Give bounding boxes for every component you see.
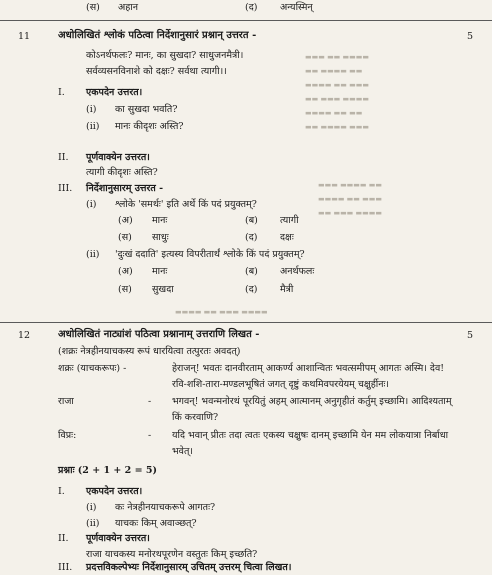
q11-part-1-item-2-num: (ii)	[86, 121, 100, 132]
q11-part-3-i-opt-c-label: (स)	[118, 232, 132, 243]
q12-part-1-title: एकपदेन उत्तरत।	[86, 486, 143, 497]
q12-speech-2-line-2: किं करवाणि?	[172, 412, 219, 423]
q11-part-3-i-opt-d: दक्षः	[280, 232, 294, 243]
q12-part-3-title: प्रदत्तविकल्पेभ्यः निर्देशानुसारम् उचितम् उत्तरम् चित्वा लिखत।	[86, 562, 292, 573]
q11-part-3-i-question: श्लोके 'समर्थः' इति अर्थे किं पदं प्रयुक्तम्?	[115, 199, 257, 210]
q12-number: 12	[18, 330, 31, 341]
q12-marks-breakup: प्रश्नाः (2 + 1 + 2 = 5)	[58, 465, 157, 476]
q11-part-3-i-opt-d-label: (द)	[245, 232, 258, 243]
q12-part-1-item-2-num: (ii)	[86, 518, 100, 529]
q11-part-3-ii-question: 'दुःखं ददाति' इत्यस्य विपरीतार्थं श्लोके किं पदं प्रयुक्तम्?	[115, 249, 305, 260]
q11-part-2-number: II.	[58, 152, 69, 163]
q12-heading: अधोलिखितं नाट्यांशं पठित्वा प्रश्नानाम् उत्तराणि लिखत -	[58, 329, 260, 340]
divider-top	[0, 20, 492, 21]
q11-marks: 5	[467, 31, 474, 42]
q11-number: 11	[18, 31, 31, 42]
q12-part-1-item-1-num: (i)	[86, 502, 97, 513]
q12-speaker-3: विप्रः:	[58, 430, 77, 441]
q12-speech-1-line-1: हेराजन्! भवतः दानवीरताम् आकर्ण्य आशान्वितः भवत्समीपम् आगतः अस्मि। देव!	[172, 363, 445, 374]
q11-part-3-ii-num: (ii)	[86, 249, 100, 260]
q12-speech-3-line-1: यदि भवान् प्रीतः तदा त्वतः एकस्य चक्षुषः दानम् इच्छामि येन मम लोकयात्रा निर्बाधा	[172, 430, 449, 441]
q11-part-3-ii-opt-d-label: (द)	[245, 284, 258, 295]
q12-part-1-item-1: कः नेत्रहीनयाचकरूपे आगतः?	[115, 502, 216, 513]
q11-part-2-title: पूर्णवाक्येन उत्तरत।	[86, 152, 150, 163]
q12-part-2-question: राजा याचकस्य मनोरथपूरणेन वस्तुतः किम् इच्छति?	[86, 549, 258, 560]
q12-part-3-number: III.	[58, 562, 73, 573]
top-word-d: अन्यस्मिन्	[280, 2, 313, 13]
q11-part-1-title: एकपदेन उत्तरत।	[86, 87, 143, 98]
q11-part-3-ii-opt-b: अनर्थफलः	[280, 266, 315, 277]
q12-speech-2-dash: -	[148, 396, 152, 407]
q11-heading: अधोलिखितं श्लोकं पठित्वा निर्देशानुसारं प्रश्नान् उत्तरत -	[58, 30, 257, 41]
q12-part-2-title: पूर्णवाक्येन उत्तरत।	[86, 533, 150, 544]
q11-part-1-item-2: मानः कीदृशः अस्ति?	[115, 121, 184, 132]
q12-speech-1-line-2: रवि-शशि-तारा-मण्डलभूषितं जगत् दृष्टुं कथमिवपरयेयम् चक्षुर्हीनः।	[172, 379, 390, 390]
q12-speaker-1: शक्रः (याचकरूपः) -	[58, 363, 127, 374]
top-label-s: (स)	[86, 2, 100, 13]
top-word-s: अहान	[118, 2, 139, 13]
q11-part-3-i-opt-a-label: (अ)	[118, 215, 133, 226]
q12-speech-2-line-1: भगवन्! भवन्मनोरथं पूरयितुं अहम् आत्मानम् अनुगृहीतं कर्तुम् इच्छामि। आदिश्यताम्	[172, 396, 452, 407]
q12-part-1-item-2: याचकः किम् अवाञ्छत्?	[115, 518, 197, 529]
q12-speech-3-line-2: भवेत्।	[172, 446, 193, 457]
q12-speaker-2: राजा	[58, 396, 74, 407]
q11-part-1-item-1: का सुखदा भवति?	[115, 104, 178, 115]
q11-part-3-ii-opt-b-label: (ब)	[245, 266, 258, 277]
q12-part-2-number: II.	[58, 533, 69, 544]
q11-part-1-number: I.	[58, 87, 65, 98]
top-label-d: (द)	[245, 2, 258, 13]
q11-part-3-i-opt-c: साधुः	[152, 232, 169, 243]
q11-part-3-i-opt-b: त्यागी	[280, 215, 299, 226]
q11-part-3-i-opt-b-label: (ब)	[245, 215, 258, 226]
q12-part-1-number: I.	[58, 486, 65, 497]
q12-marks: 5	[467, 330, 474, 341]
q11-part-1-item-1-num: (i)	[86, 104, 97, 115]
q11-part-3-ii-opt-a-label: (अ)	[118, 266, 133, 277]
q11-part-3-ii-opt-d: मैत्री	[280, 284, 294, 295]
q11-verse-line-2: सर्वव्यसनविनाशे को दक्षः? सर्वथा त्यागी।।	[86, 66, 227, 77]
divider-middle	[0, 322, 492, 323]
q11-part-3-title: निर्देशानुसारम् उत्तरत -	[86, 183, 164, 194]
q11-part-3-ii-opt-a: मानः	[152, 266, 168, 277]
q12-context: (शक्रः नेत्रहीनयाचकस्य रूपं धारयित्वा तत्पुरतः अवदत्)	[58, 346, 241, 357]
q11-part-3-i-num: (i)	[86, 199, 97, 210]
q11-part-3-ii-opt-c: सुखदा	[152, 284, 174, 295]
q12-speech-3-dash: -	[148, 430, 152, 441]
q11-part-3-i-opt-a: मानः	[152, 215, 168, 226]
q11-verse-line-1: कोऽनर्थफलः? मानः, का सुखदा? साधुजनमैत्री।	[86, 50, 244, 61]
q11-part-2-question: त्यागी कीदृशः अस्ति?	[86, 167, 158, 178]
q11-part-3-number: III.	[58, 183, 73, 194]
q11-part-3-ii-opt-c-label: (स)	[118, 284, 132, 295]
